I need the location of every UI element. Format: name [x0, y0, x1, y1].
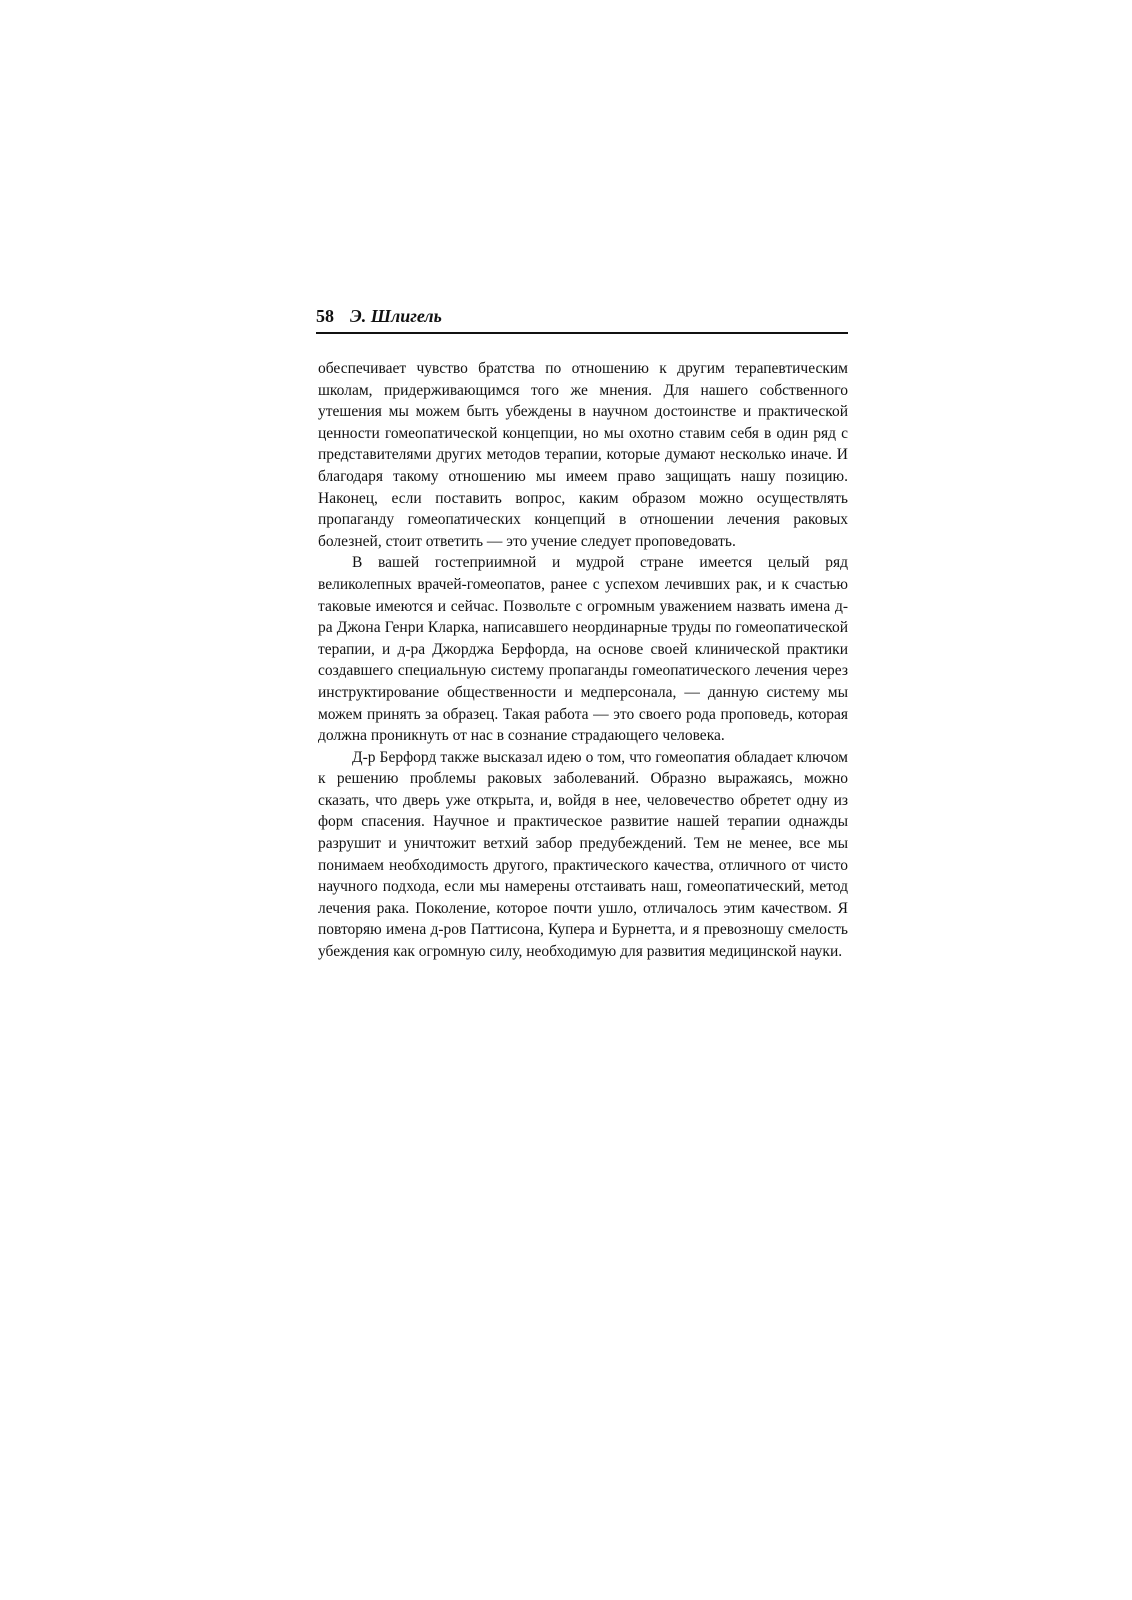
paragraph-1: обеспечивает чувство братства по отношению к другим терапевтическим школам, придерживающимся того же мнения. Для нашего собственного утешения мы можем быть убеждены в научном достоинстве и практической ценности гомеопатической концепции, но мы охотно ставим себя в один ряд с представителями других методов терапии, которые думают несколько иначе. И благодаря такому отношению мы имеем право защищать нашу позицию. Наконец, если поставить вопрос, каким образом можно осуществлять пропаганду гомеопатических концепций в отношении лечения раковых болезней, стоит ответить — это учение следует проповедовать. — [318, 360, 848, 550]
body-text — [318, 358, 848, 963]
running-head-author: Э. Шлигель — [350, 306, 442, 326]
paragraph-2: В вашей гостеприимной и мудрой стране имеется целый ряд великолепных врачей-гомеопатов, ранее с успехом лечивших рак, и к счастью таковые имеются и сейчас. Позвольте с огромным уважением назвать имена д-ра Джона Генри Кларка, написавшего неординарные труды по гомеопатической терапии, и д-ра Джорджа Берфорда, на основе своей клинической практики создавшего специальную систему пропаганды гомеопатического лечения через инструктирование общественности и медперсонала, — данную систему мы можем принять за образец. Такая работа — это своего рода проповедь, которая должна проникнуть от нас в сознание страдающего человека. — [318, 554, 848, 745]
page-number: 58 — [316, 306, 334, 326]
paragraph-3: Д-р Берфорд также высказал идею о том, что гомеопатия обладает ключом к решению проблемы раковых заболеваний. Образно выражаясь, можно сказать, что дверь уже открыта, и, войдя в нее, человечество обретет одну из форм спасения. Научное и практическое развитие нашей терапии однажды разрушит и уничтожит ветхий забор предубеждений. Тем не менее, все мы понимаем необходимость другого, практического качества, отличного от чисто научного подхода, если мы намерены отстаивать наш, гомеопатический, метод лечения рака. Поколение, которое почти ушло, отличалось этим качеством. Я повторяю имена д-ров Паттисона, Купера и Бурнетта, и я превозношу смелость убеждения как огромную силу, необходимую для развития медицинской науки. — [318, 748, 848, 961]
running-header — [316, 304, 848, 334]
